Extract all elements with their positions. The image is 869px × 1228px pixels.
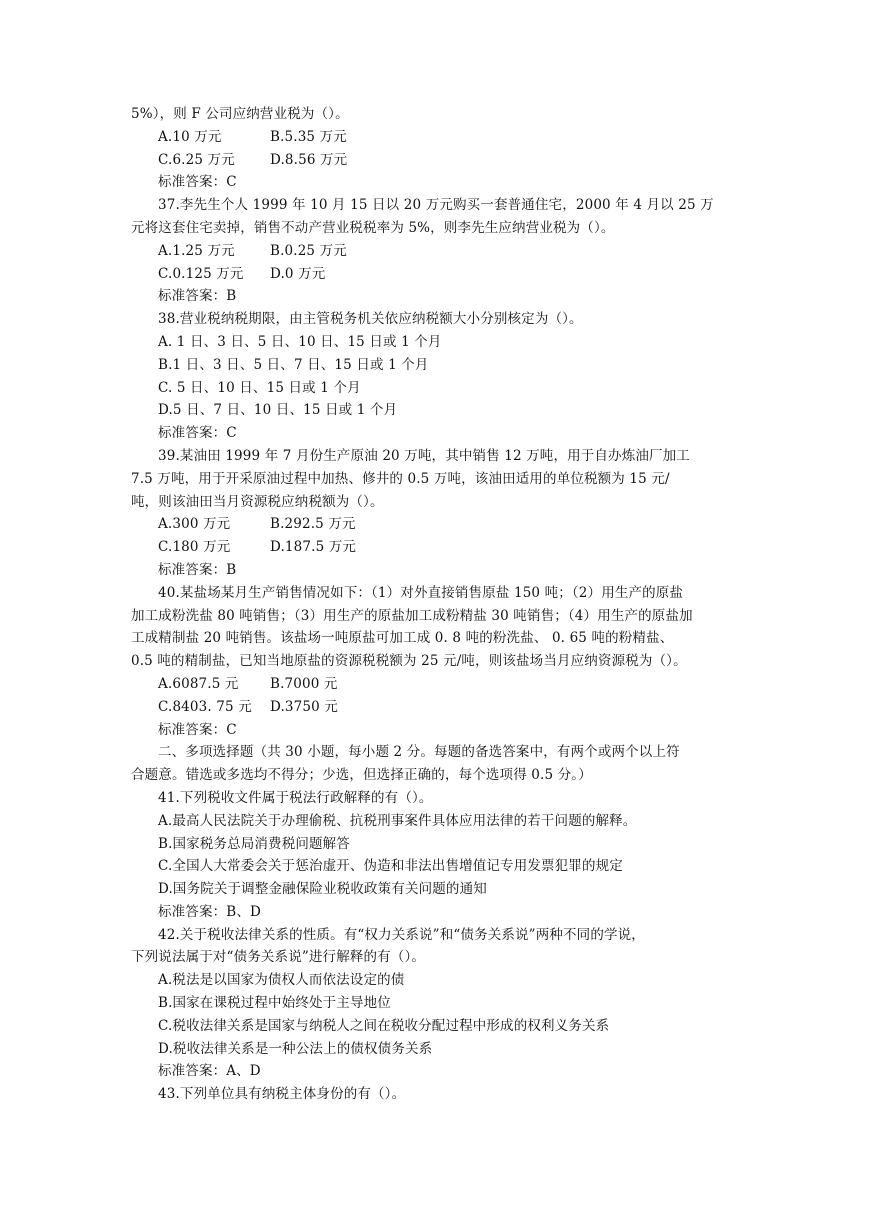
option-row <box>131 149 741 172</box>
option-text: D.8.56 万元 <box>270 151 348 168</box>
text-line: 42.关于税收法律关系的性质。有“权力关系说”和“债务关系说”两种不同的学说， <box>158 926 645 943</box>
text-line: 0.5 吨的精制盐，已知当地原盐的资源税税额为 25 元/吨，则该盐场当月应纳资源税为（）。 <box>131 653 687 670</box>
text-line: C.税收法律关系是国家与纳税人之间在税收分配过程中形成的权利义务关系 <box>158 1017 610 1034</box>
option-text: D.187.5 万元 <box>270 539 357 556</box>
text-line: B.国家税务总局消费税问题解答 <box>158 835 350 852</box>
text-line: 标准答案：B <box>158 561 237 578</box>
text-line: 5%），则 F 公司应纳营业税为（）。 <box>131 106 349 122</box>
text-line: A. 1 日、3 日、5 日、10 日、15 日或 1 个月 <box>158 333 442 350</box>
text-line: 38.营业税纳税期限，由主管税务机关依应纳税额大小分别核定为（）。 <box>158 311 583 328</box>
option-row <box>131 263 741 286</box>
text-line: 标准答案：C <box>158 425 237 442</box>
text-line: 加工成粉洗盐 80 吨销售；（3）用生产的原盐加工成粉精盐 30 吨销售；（4）用生产的原盐加 <box>131 607 693 624</box>
text-line: 合题意。错选或多选均不得分；少选，但选择正确的，每个选项得 0.5 分。） <box>131 767 592 784</box>
option-text: A.6087.5 元 <box>158 675 239 692</box>
text-line: 二、多项选择题（共 30 小题，每小题 2 分。每题的备选答案中，有两个或两个以上符 <box>158 744 680 761</box>
text-line: B.国家在课税过程中始终处于主导地位 <box>158 995 391 1012</box>
text-line: 43.下列单位具有纳税主体身份的有（）。 <box>158 1086 406 1103</box>
text-line: 标准答案：C <box>158 721 237 738</box>
option-text: B.5.35 万元 <box>270 128 347 145</box>
option-text: C.6.25 万元 <box>158 151 235 168</box>
text-line: 下列说法属于对“债务关系说”进行解释的有（）。 <box>131 949 426 966</box>
option-text: C.180 万元 <box>158 539 231 556</box>
text-line: 39.某油田 1999 年 7 月份生产原油 20 万吨，其中销售 12 万吨，用于自办炼油厂加工 <box>158 447 690 464</box>
text-line: 元将这套住宅卖掉，销售不动产营业税税率为 5%，则李先生应纳营业税为（）。 <box>131 219 615 236</box>
text-line: 工成精制盐 20 吨销售。该盐场一吨原盐可加工成 0. 8 吨的粉洗盐、 0. 65 吨的粉精盐、 <box>131 630 674 647</box>
document-body <box>131 103 741 1106</box>
text-line: 吨，则该油田当月资源税应纳税额为（）。 <box>131 493 384 510</box>
text-line: 标准答案：B、D <box>158 903 261 920</box>
text-line: D.税收法律关系是一种公法上的债权债务关系 <box>158 1040 433 1057</box>
text-line: A.税法是以国家为债权人而依法设定的债 <box>158 972 405 989</box>
option-text: D.0 万元 <box>270 265 326 282</box>
option-text: B.292.5 万元 <box>270 516 356 533</box>
text-line: A.最高人民法院关于办理偷税、抗税刑事案件具体应用法律的若干问题的解释。 <box>158 812 637 829</box>
option-row <box>131 240 741 263</box>
option-text: B.7000 元 <box>270 675 338 692</box>
option-row <box>131 126 741 149</box>
text-line: 37.李先生个人 1999 年 10 月 15 日以 20 万元购买一套普通住宅，2000 年 4 月以 25 万 <box>158 197 714 214</box>
text-line: B.1 日、3 日、5 日、7 日、15 日或 1 个月 <box>158 356 429 373</box>
text-line: C. 5 日、10 日、15 日或 1 个月 <box>158 379 361 396</box>
text-line: 标准答案：A、D <box>158 1063 261 1080</box>
option-text: A.300 万元 <box>158 516 231 533</box>
option-row <box>131 513 741 536</box>
option-text: B.0.25 万元 <box>270 242 347 259</box>
option-text: C.0.125 万元 <box>158 265 244 282</box>
option-text: D.3750 元 <box>270 698 338 715</box>
text-line: D.国务院关于调整金融保险业税收政策有关问题的通知 <box>158 881 487 898</box>
text-line: 标准答案：B <box>158 288 237 305</box>
option-row <box>131 673 741 696</box>
option-text: C.8403. 75 元 <box>158 698 252 715</box>
text-line: C.全国人大常委会关于惩治虚开、伪造和非法出售增值记专用发票犯罪的规定 <box>158 858 623 875</box>
option-text: A.10 万元 <box>158 128 222 145</box>
text-line: 7.5 万吨，用于开采原油过程中加热、修井的 0.5 万吨，该油田适用的单位税额为 15 元/ <box>131 470 670 487</box>
text-line: D.5 日、7 日、10 日、15 日或 1 个月 <box>158 402 398 419</box>
text-line: 标准答案：C <box>158 174 237 191</box>
option-row <box>131 696 741 719</box>
text-line: 41.下列税收文件属于税法行政解释的有（）。 <box>158 789 433 806</box>
text-line: 40.某盐场某月生产销售情况如下：（1）对外直接销售原盐 150 吨；（2）用生产的原盐 <box>158 584 684 601</box>
option-row <box>131 536 741 559</box>
option-text: A.1.25 万元 <box>158 242 235 259</box>
